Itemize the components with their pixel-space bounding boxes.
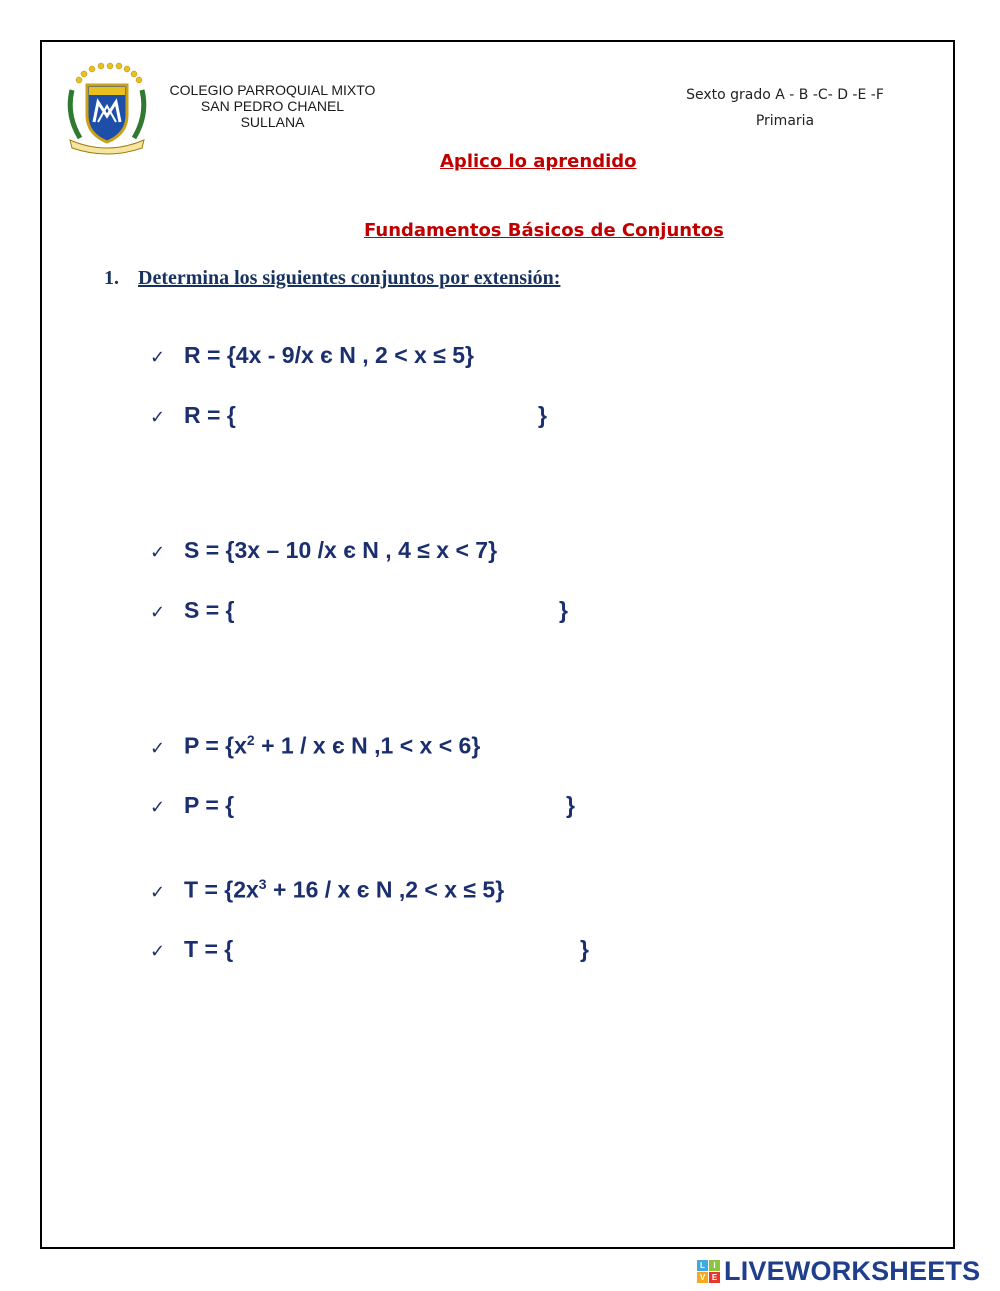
school-crest-logo xyxy=(62,60,152,156)
set-p-definition xyxy=(150,732,480,766)
set-s-definition-text: S = {3x – 10 /x є N , 4 ≤ x < 7} xyxy=(184,537,498,563)
check-icon: ✓ xyxy=(150,602,166,623)
check-icon: ✓ xyxy=(150,797,166,818)
check-icon: ✓ xyxy=(150,347,166,368)
icon-letter-i: I xyxy=(709,1260,720,1271)
set-p-exponent: 2 xyxy=(246,732,255,748)
check-icon: ✓ xyxy=(150,881,166,903)
set-t-definition xyxy=(150,876,504,910)
school-name-line3: SULLANA xyxy=(240,114,305,130)
page-subtitle: Fundamentos Básicos de Conjuntos xyxy=(364,220,724,241)
school-name-line1: COLEGIO PARROQUIAL MIXTO xyxy=(169,82,376,98)
check-icon: ✓ xyxy=(150,407,166,428)
set-p-answer-open: P = { xyxy=(184,792,235,818)
set-s-answer-open: S = { xyxy=(184,597,235,623)
set-t-exponent: 3 xyxy=(258,876,267,892)
set-t-definition-text-a: T = {2x xyxy=(184,876,259,903)
set-p-definition-text-b: + 1 / x є N ,1 < x < 6} xyxy=(254,732,481,759)
icon-letter-l: L xyxy=(697,1260,708,1271)
level-line: Primaria xyxy=(755,113,815,129)
instruction-number: 1. xyxy=(104,267,119,289)
liveworksheets-text: LIVEWORKSHEETS xyxy=(724,1255,981,1286)
instruction-text: Determina los siguientes conjuntos por extensión: xyxy=(138,267,561,289)
set-r-answer-close: } xyxy=(538,402,547,428)
set-t-definition-text-b: + 16 / x є N ,2 < x ≤ 5} xyxy=(266,876,505,903)
set-t-answer-close: } xyxy=(580,936,589,962)
grade-line: Sexto grado A - B -C- D -E -F xyxy=(686,87,884,103)
set-p-answer-close: } xyxy=(566,792,575,818)
set-s-answer xyxy=(150,597,590,631)
set-t-answer xyxy=(150,936,610,970)
check-icon: ✓ xyxy=(150,941,166,962)
check-icon: ✓ xyxy=(150,737,166,759)
check-icon: ✓ xyxy=(150,542,166,563)
instruction xyxy=(104,267,560,290)
set-r-answer-open: R = { xyxy=(184,402,236,428)
set-p-answer xyxy=(150,792,600,826)
set-t-answer-open: T = { xyxy=(184,936,234,962)
page-title: Aplico lo aprendido xyxy=(440,151,637,172)
school-name xyxy=(160,82,385,130)
set-r-answer xyxy=(150,402,570,436)
icon-letter-e: E xyxy=(709,1272,720,1283)
set-s-answer-close: } xyxy=(559,597,568,623)
set-p-definition-text-a: P = {x xyxy=(184,732,247,759)
icon-letter-v: V xyxy=(697,1272,708,1283)
liveworksheets-icon xyxy=(697,1260,720,1283)
grade-info xyxy=(660,82,910,134)
set-r-definition-text: R = {4x - 9/x є N , 2 < x ≤ 5} xyxy=(184,342,474,368)
liveworksheets-brand[interactable] xyxy=(697,1254,980,1288)
set-s-definition xyxy=(150,537,497,571)
set-r-definition xyxy=(150,342,474,376)
school-name-line2: SAN PEDRO CHANEL xyxy=(200,98,345,114)
